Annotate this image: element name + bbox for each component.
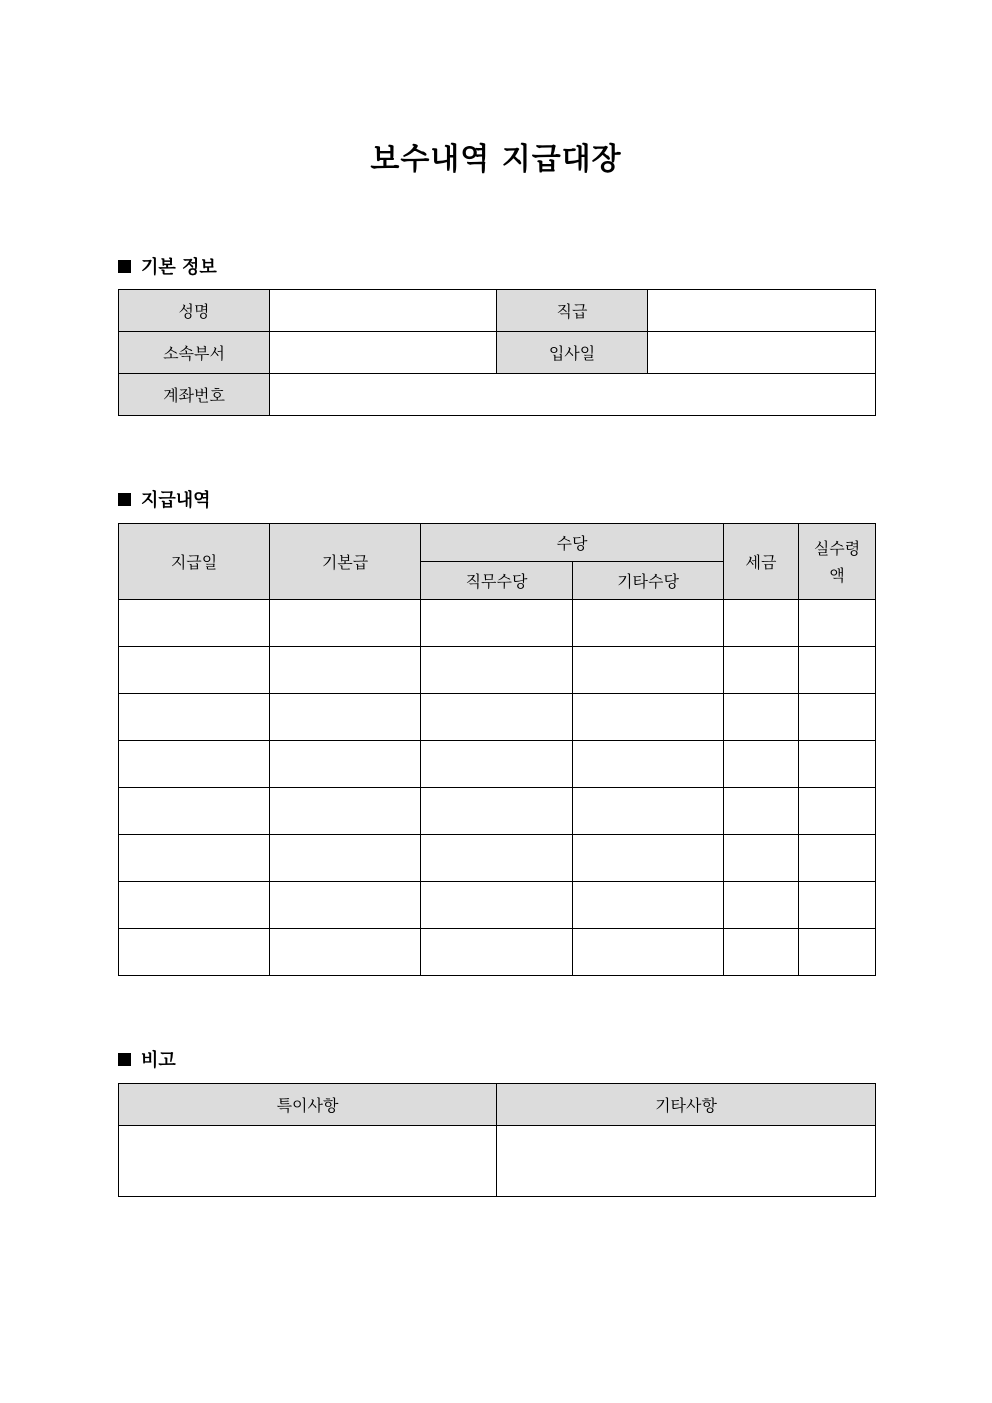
remarks-table: [118, 1083, 876, 1197]
net-pay-cell[interactable]: [799, 835, 876, 882]
job-allowance-header: 직무수당: [421, 562, 573, 600]
hire-date-label: 입사일: [497, 332, 648, 374]
table-row: [119, 600, 876, 647]
payment-table-body: [119, 600, 876, 976]
pay-date-cell[interactable]: [119, 882, 270, 929]
pay-date-cell[interactable]: [119, 600, 270, 647]
other-notes-field[interactable]: [497, 1126, 876, 1197]
other-allowance-cell[interactable]: [573, 694, 724, 741]
base-pay-cell[interactable]: [270, 929, 421, 976]
pay-date-cell[interactable]: [119, 647, 270, 694]
department-label: 소속부서: [119, 332, 270, 374]
table-row: [119, 929, 876, 976]
net-pay-cell[interactable]: [799, 788, 876, 835]
table-header-row: [119, 1084, 876, 1126]
payment-heading-text: 지급내역: [141, 490, 211, 511]
other-allowance-cell[interactable]: [573, 788, 724, 835]
other-allowance-header: 기타수당: [573, 562, 724, 600]
basic-info-heading: [118, 253, 217, 279]
pay-date-cell[interactable]: [119, 741, 270, 788]
account-field[interactable]: [270, 374, 876, 416]
tax-header: 세금: [724, 524, 799, 600]
tax-cell[interactable]: [724, 694, 799, 741]
base-pay-cell[interactable]: [270, 835, 421, 882]
basic-info-heading-text: 기본 정보: [141, 257, 217, 278]
remarks-heading-text: 비고: [141, 1050, 176, 1071]
tax-cell[interactable]: [724, 741, 799, 788]
page-title: 보수내역 지급대장: [370, 142, 622, 177]
net-pay-cell[interactable]: [799, 882, 876, 929]
department-field[interactable]: [270, 332, 497, 374]
name-label: 성명: [119, 290, 270, 332]
net-pay-cell[interactable]: [799, 647, 876, 694]
square-bullet-icon: [118, 1053, 131, 1066]
pay-date-cell[interactable]: [119, 788, 270, 835]
base-pay-cell[interactable]: [270, 600, 421, 647]
other-allowance-cell[interactable]: [573, 929, 724, 976]
net-pay-header: 실수령액: [799, 524, 876, 600]
net-pay-cell[interactable]: [799, 600, 876, 647]
job-allowance-cell[interactable]: [421, 647, 573, 694]
other-notes-label: 기타사항: [497, 1084, 876, 1126]
net-pay-cell[interactable]: [799, 929, 876, 976]
tax-cell[interactable]: [724, 835, 799, 882]
basic-info-table: [118, 289, 876, 416]
table-row: [119, 694, 876, 741]
tax-cell[interactable]: [724, 929, 799, 976]
table-row: [119, 1126, 876, 1197]
base-pay-cell[interactable]: [270, 741, 421, 788]
remarks-heading: [118, 1046, 176, 1072]
table-row: [119, 290, 876, 332]
base-pay-cell[interactable]: [270, 647, 421, 694]
net-pay-cell[interactable]: [799, 741, 876, 788]
square-bullet-icon: [118, 493, 131, 506]
other-allowance-cell[interactable]: [573, 600, 724, 647]
job-allowance-cell[interactable]: [421, 882, 573, 929]
allowance-header: 수당: [421, 524, 724, 562]
pay-date-header: 지급일: [119, 524, 270, 600]
other-allowance-cell[interactable]: [573, 835, 724, 882]
special-notes-label: 특이사항: [119, 1084, 497, 1126]
base-pay-cell[interactable]: [270, 694, 421, 741]
table-row: [119, 882, 876, 929]
position-field[interactable]: [648, 290, 876, 332]
job-allowance-cell[interactable]: [421, 600, 573, 647]
net-pay-cell[interactable]: [799, 694, 876, 741]
tax-cell[interactable]: [724, 788, 799, 835]
base-pay-cell[interactable]: [270, 788, 421, 835]
hire-date-field[interactable]: [648, 332, 876, 374]
job-allowance-cell[interactable]: [421, 788, 573, 835]
tax-cell[interactable]: [724, 600, 799, 647]
payment-heading: [118, 486, 211, 512]
job-allowance-cell[interactable]: [421, 835, 573, 882]
other-allowance-cell[interactable]: [573, 741, 724, 788]
table-row: [119, 788, 876, 835]
payment-table: [118, 523, 876, 976]
name-field[interactable]: [270, 290, 497, 332]
base-pay-cell[interactable]: [270, 882, 421, 929]
other-allowance-cell[interactable]: [573, 647, 724, 694]
job-allowance-cell[interactable]: [421, 741, 573, 788]
table-row: [119, 835, 876, 882]
pay-date-cell[interactable]: [119, 835, 270, 882]
base-pay-header: 기본급: [270, 524, 421, 600]
other-allowance-cell[interactable]: [573, 882, 724, 929]
table-row: [119, 741, 876, 788]
table-row: [119, 647, 876, 694]
job-allowance-cell[interactable]: [421, 929, 573, 976]
special-notes-field[interactable]: [119, 1126, 497, 1197]
job-allowance-cell[interactable]: [421, 694, 573, 741]
pay-date-cell[interactable]: [119, 929, 270, 976]
table-header-row: [119, 524, 876, 562]
account-label: 계좌번호: [119, 374, 270, 416]
table-row: [119, 374, 876, 416]
table-row: [119, 332, 876, 374]
square-bullet-icon: [118, 260, 131, 273]
tax-cell[interactable]: [724, 882, 799, 929]
position-label: 직급: [497, 290, 648, 332]
pay-date-cell[interactable]: [119, 694, 270, 741]
tax-cell[interactable]: [724, 647, 799, 694]
